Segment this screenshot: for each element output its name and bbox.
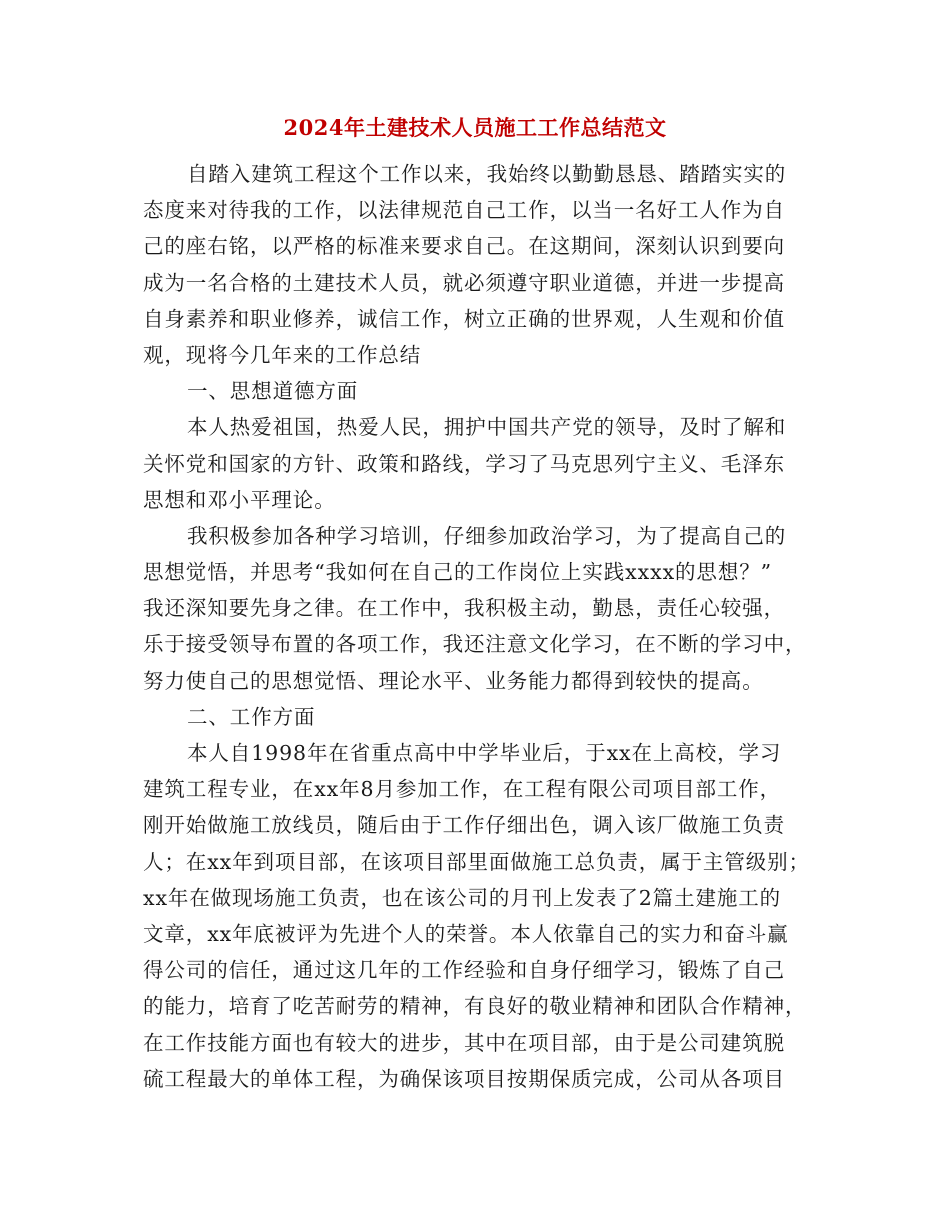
text-line: 文章，xx年底被评为先进个人的荣誉。本人依靠自己的实力和奋斗赢 bbox=[143, 921, 789, 946]
text-line: 的能力，培育了吃苦耐劳的精神，有良好的敬业精神和团队合作精神， bbox=[143, 994, 807, 1019]
text-line: 态度来对待我的工作，以法律规范自己工作，以当一名好工人作为自 bbox=[143, 198, 785, 223]
text-line: 我积极参加各种学习培训，仔细参加政治学习，为了提高自己的 bbox=[187, 523, 787, 548]
text-line: 思想觉悟，并思考“我如何在自己的工作岗位上实践xxxx的思想？” bbox=[143, 560, 773, 585]
document-body bbox=[143, 156, 810, 1097]
text-line: 得公司的信任，通过这几年的工作经验和自身仔细学习，锻炼了自己 bbox=[143, 958, 785, 983]
text-line: xx年在做现场施工负责，也在该公司的月刊上发表了2篇土建施工的 bbox=[143, 885, 782, 910]
text-line: 自身素养和职业修养，诚信工作，树立正确的世界观，人生观和价值 bbox=[143, 306, 785, 331]
text-line: 在工作技能方面也有较大的进步，其中在项目部，由于是公司建筑脱 bbox=[143, 1030, 785, 1055]
document-title: 2024年土建技术人员施工工作总结范文 bbox=[283, 115, 667, 140]
text-line: 我还深知要先身之律。在工作中，我积极主动，勤恳，责任心较强， bbox=[143, 596, 785, 621]
text-line: 思想和邓小平理论。 bbox=[143, 487, 336, 512]
text-line: 建筑工程专业，在xx年8月参加工作，在工程有限公司项目部工作， bbox=[143, 777, 782, 802]
text-line: 硫工程最大的单体工程，为确保该项目按期保质完成，公司从各项目 bbox=[143, 1066, 785, 1091]
text-line: 一、思想道德方面 bbox=[187, 379, 359, 404]
text-line: 成为一名合格的土建技术人员，就必须遵守职业道德，并进一步提高 bbox=[143, 270, 785, 295]
text-line: 关怀党和国家的方针、政策和路线，学习了马克思列宁主义、毛泽东 bbox=[143, 451, 785, 476]
text-line: 本人热爱祖国，热爱人民，拥护中国共产党的领导，及时了解和 bbox=[187, 415, 787, 440]
text-line: 本人自1998年在省重点高中中学毕业后，于xx在上高校，学习 bbox=[187, 741, 782, 765]
text-line: 乐于接受领导布置的各项工作，我还注意文化学习，在不断的学习中， bbox=[143, 632, 807, 657]
text-line: 自踏入建筑工程这个工作以来，我始终以勤勤恳恳、踏踏实实的 bbox=[187, 162, 787, 186]
text-line: 人；在xx年到项目部，在该项目部里面做施工总负责，属于主管级别； bbox=[143, 849, 810, 874]
text-line: 观，现将今几年来的工作总结 bbox=[143, 342, 422, 367]
text-line: 刚开始做施工放线员，随后由于工作仔细出色，调入该厂做施工负责 bbox=[143, 813, 785, 838]
text-line: 努力使自己的思想觉悟、理论水平、业务能力都得到较快的提高。 bbox=[143, 668, 764, 693]
text-line: 己的座右铭，以严格的标准来要求自己。在这期间，深刻认识到要向 bbox=[143, 234, 785, 259]
text-line: 二、工作方面 bbox=[187, 704, 316, 729]
